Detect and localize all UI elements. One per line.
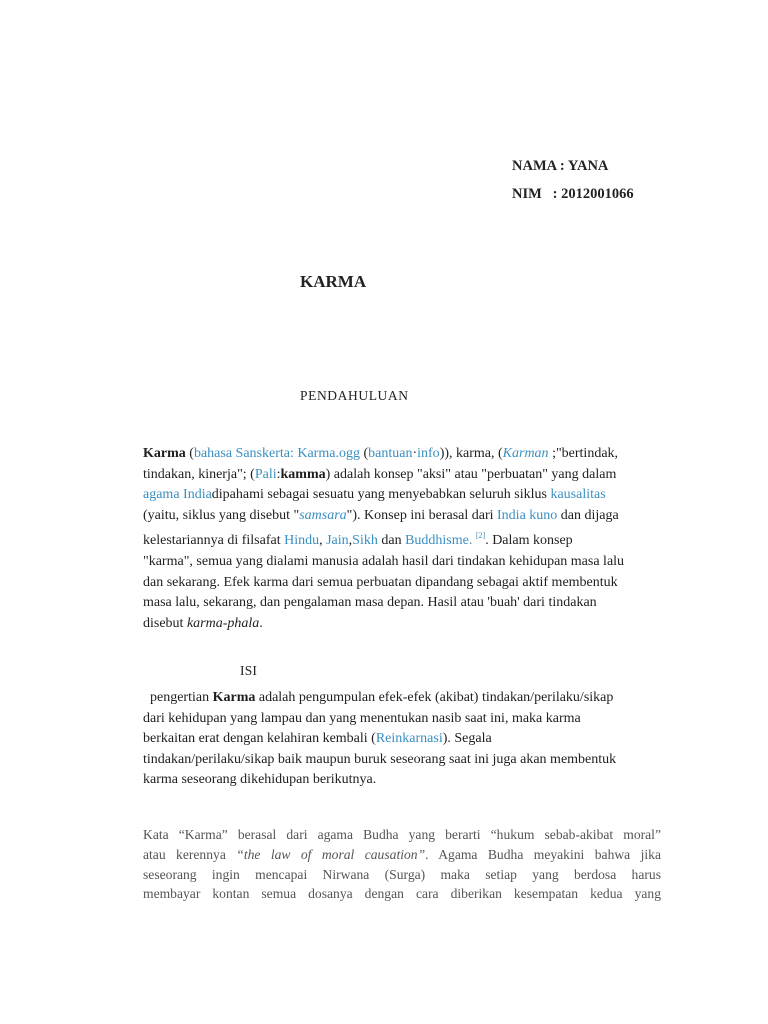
link-hindu[interactable]: Hindu [284, 533, 320, 549]
link-jain[interactable]: Jain [326, 533, 349, 549]
link-pali[interactable]: Pali [254, 466, 277, 482]
citation-2[interactable]: [2] [475, 531, 486, 541]
kata-paragraph [143, 825, 661, 904]
section-heading-pendahuluan: PENDAHULUAN [300, 388, 409, 403]
intro-line-2: tindakan, kinerja"; (Pali:kamma) adalah konsep "aksi" atau "perbuatan" yang dalam [143, 466, 617, 482]
isi-line-3: berkaitan erat dengan kelahiran kembali (Reinkarnasi). Segala [143, 731, 492, 747]
isi-paragraph [143, 688, 663, 791]
link-buddhisme[interactable]: Buddhisme [405, 533, 469, 549]
intro-line-3: agama Indiadipahami sebagai sesuatu yang menyebabkan seluruh siklus kausalitas [143, 487, 606, 503]
intro-line-4: (yaitu, siklus yang disebut "samsara"). Konsep ini berasal dari India kuno dan dijaga [143, 507, 619, 523]
isi-line-2: dari kehidupan yang lampau dan yang menentukan nasib saat ini, maka karma [143, 710, 581, 726]
link-sikh[interactable]: Sikh [352, 533, 378, 549]
kata-line-1: Kata “Karma” berasal dari agama Budha yang berarti “hukum sebab-akibat moral” [143, 827, 661, 842]
link-india-kuno[interactable]: India kuno [497, 507, 558, 523]
intro-paragraph [143, 444, 663, 634]
link-bantuan[interactable]: bantuan [368, 446, 413, 461]
isi-line-5: karma seseorang dikehidupan berikutnya. [143, 772, 377, 788]
link-reinkarnasi[interactable]: Reinkarnasi [375, 731, 443, 747]
intro-line-5: kelestariannya di filsafat Hindu, Jain,Sikh dan Buddhisme. [2]. Dalam konsep [143, 531, 573, 549]
link-karman[interactable]: Karman [502, 446, 549, 461]
intro-line-6: "karma", semua yang dialami manusia adalah hasil dari tindakan kehidupan masa lalu [143, 553, 625, 569]
link-samsara[interactable]: samsara [299, 507, 347, 523]
term-kamma: kamma [280, 466, 326, 482]
isi-line-4: tindakan/perilaku/sikap baik maupun buruk seseorang saat ini juga akan membentuk [143, 751, 617, 767]
term-karma: Karma [143, 446, 186, 461]
section-heading-isi: ISI [240, 663, 258, 678]
intro-line-9: disebut karma-phala. [143, 615, 263, 631]
kata-line-2: atau kerennya “the law of moral causation”. Agama Budha meyakini bahwa jika [143, 846, 661, 862]
term-karma-phala: karma-phala [186, 615, 260, 631]
term-karma-isi: Karma [212, 690, 256, 705]
isi-line-1: pengertian Karma adalah pengumpulan efek-efek (akibat) tindakan/perilaku/sikap [143, 690, 614, 705]
kata-line-4: membayar kontan semua dosanya dengan cara diberikan kesempatan kedua yang [143, 886, 661, 902]
name-line: NAMA : YANA [512, 158, 609, 174]
intro-line-1: Karma (bahasa Sanskerta: Karma.ogg (bantuan·info)), karma, (Karman ;"bertindak, [143, 446, 619, 461]
nim-line: NIM : 2012001066 [512, 186, 634, 202]
link-kausalitas[interactable]: kausalitas [550, 487, 606, 503]
link-agama-india[interactable]: agama India [143, 487, 212, 503]
document-title: KARMA [300, 272, 367, 291]
kata-line-3: seseorang ingin mencapai Nirwana (Surga) maka setiap yang berdosa harus [143, 866, 661, 882]
link-bahasa-sanskerta[interactable]: bahasa Sanskerta [193, 446, 290, 461]
link-karma-ogg[interactable]: Karma.ogg [297, 446, 360, 461]
term-law-of-moral-causation: “the law of moral causation” [236, 846, 426, 862]
intro-line-8: masa lalu, sekarang, dan pengalaman masa depan. Hasil atau 'buah' dari tindakan [143, 595, 597, 611]
intro-line-7: dan sekarang. Efek karma dari semua perbuatan dipandang sebagai aktif membentuk [143, 574, 618, 590]
link-info[interactable]: info [417, 446, 440, 461]
